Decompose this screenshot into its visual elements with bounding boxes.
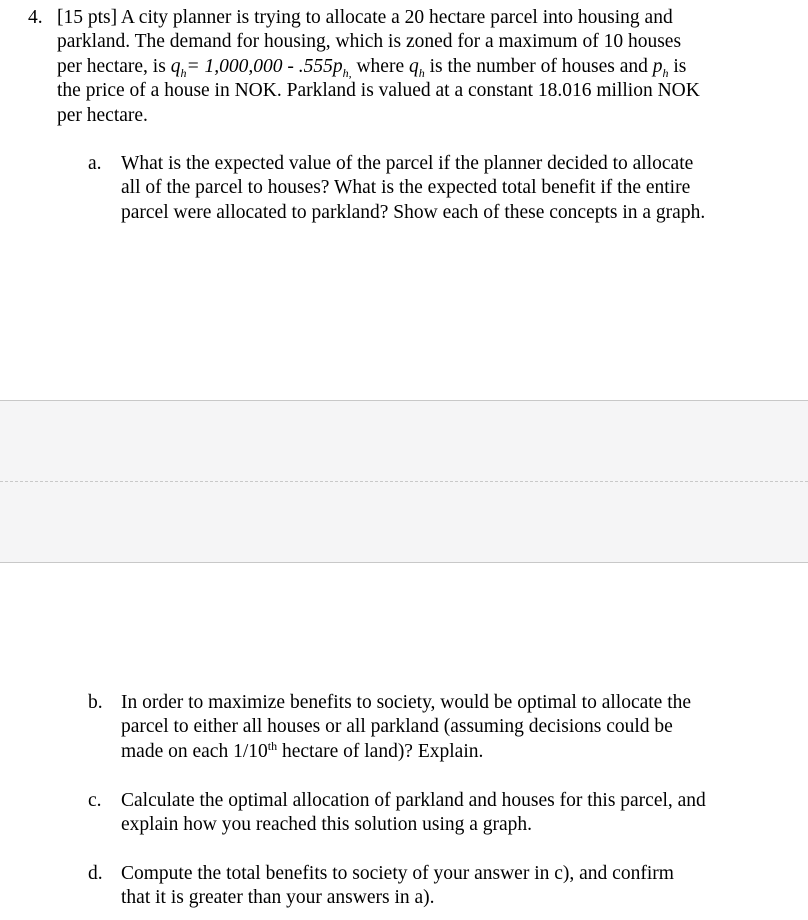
question-line: parkland. The demand for housing, which is zoned for a maximum of 10 houses bbox=[57, 31, 682, 53]
question-line: [15 pts] A city planner is trying to allocate a 20 hectare parcel into housing and bbox=[57, 7, 673, 28]
part-b-line: In order to maximize benefits to society, would be optimal to allocate the bbox=[121, 692, 692, 713]
subscript: h bbox=[662, 65, 669, 80]
part-d-label: d. bbox=[88, 863, 103, 884]
demand-equation-line bbox=[57, 55, 802, 79]
text-fragment: is bbox=[668, 55, 687, 77]
part-b-line bbox=[121, 740, 801, 764]
part-b-line: parcel to either all houses or all parkland (assuming decisions could be bbox=[121, 716, 673, 738]
text-fragment: per hectare, is bbox=[57, 55, 171, 77]
part-a-text bbox=[121, 152, 801, 225]
question-line: the price of a house in NOK. Parkland is valued at a constant 18.016 million NOK bbox=[57, 80, 700, 102]
var-q: q bbox=[170, 55, 181, 77]
part-c-line: explain how you reached this solution using a graph. bbox=[121, 814, 533, 836]
part-b-text bbox=[121, 691, 801, 764]
var-q: q bbox=[408, 55, 419, 77]
text-fragment: where bbox=[351, 55, 409, 77]
question-text bbox=[57, 6, 802, 128]
text-fragment: made on each 1/10 bbox=[121, 740, 268, 762]
part-b-label: b. bbox=[88, 692, 103, 713]
question-line: per hectare. bbox=[57, 104, 148, 126]
part-c-text bbox=[121, 789, 801, 838]
superscript: th bbox=[267, 738, 278, 753]
part-c-label: c. bbox=[88, 790, 102, 811]
part-c-line: Calculate the optimal allocation of parkland and houses for this parcel, and bbox=[121, 790, 706, 811]
part-a-label: a. bbox=[88, 153, 102, 174]
subscript: h bbox=[180, 65, 187, 80]
part-a-line: all of the parcel to houses? What is the expected total benefit if the entire bbox=[121, 177, 691, 199]
part-d-line: that it is greater than your answers in a). bbox=[121, 887, 435, 909]
part-a-line: What is the expected value of the parcel if the planner decided to allocate bbox=[121, 153, 694, 174]
var-p: p bbox=[652, 55, 663, 77]
page-break-divider bbox=[0, 481, 808, 482]
equation: = 1,000,000 - .555p bbox=[186, 55, 343, 77]
subscript: h, bbox=[342, 65, 352, 80]
part-d-text bbox=[121, 862, 801, 911]
text-fragment: hectare of land)? Explain. bbox=[277, 740, 484, 762]
part-d-line: Compute the total benefits to society of your answer in c), and confirm bbox=[121, 863, 674, 884]
part-a-line: parcel were allocated to parkland? Show each of these concepts in a graph. bbox=[121, 201, 706, 223]
question-number: 4. bbox=[28, 7, 43, 28]
subscript: h bbox=[418, 65, 425, 80]
text-fragment: is the number of houses and bbox=[424, 55, 653, 77]
